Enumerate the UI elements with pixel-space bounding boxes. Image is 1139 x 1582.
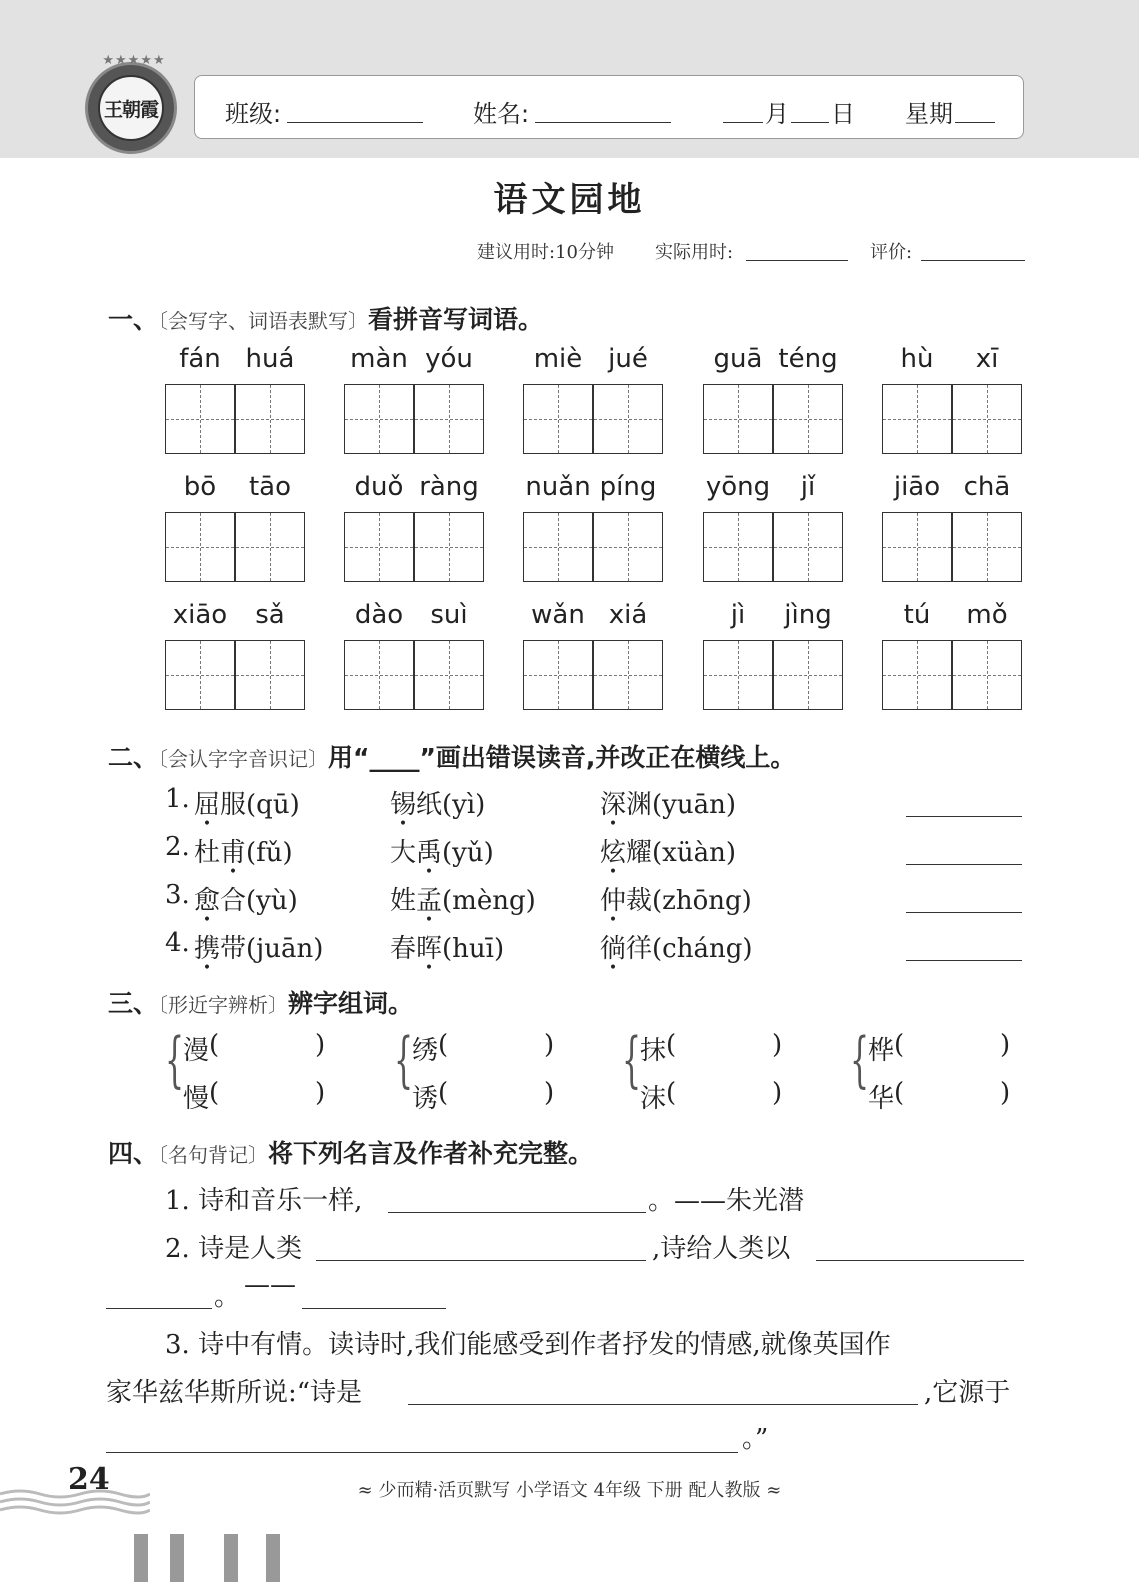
- hanzi-char: 仲: [600, 886, 627, 916]
- pinyin-syllable: ràng: [419, 472, 479, 502]
- brace: {: [394, 1025, 414, 1095]
- pinyin-syllable: chā: [963, 472, 1011, 502]
- pronunciation-item: [390, 784, 485, 821]
- quote3-line2-end: ,它源于: [924, 1378, 1011, 1408]
- char-item: 慢: [183, 1084, 210, 1114]
- day-label: 日: [831, 100, 855, 128]
- writing-box[interactable]: [523, 640, 593, 710]
- pinyin-syllable: jué: [608, 344, 648, 374]
- student-info-box: [194, 75, 1024, 139]
- close-paren: ): [315, 1030, 326, 1060]
- section3-heading: [108, 984, 413, 1020]
- quote3-blank2[interactable]: [106, 1452, 738, 1453]
- writing-box[interactable]: [773, 640, 843, 710]
- writing-box[interactable]: [235, 512, 305, 582]
- pronunciation-item: [390, 880, 536, 917]
- hanzi-char: 炫: [600, 838, 627, 868]
- quote2-blank2[interactable]: [816, 1260, 1024, 1261]
- hanzi-char: 姓: [390, 886, 417, 916]
- section4-tag: 〔名句背记〕: [158, 1143, 269, 1167]
- pinyin-syllable: màn: [350, 344, 408, 374]
- pinyin-syllable: jiāo: [893, 472, 941, 502]
- week-label: 星期: [905, 100, 953, 128]
- brace: {: [622, 1025, 642, 1095]
- writing-box[interactable]: [952, 512, 1022, 582]
- close-paren: ): [1000, 1078, 1011, 1108]
- pinyin-syllable: xiá: [608, 600, 648, 630]
- quote3-line1: 3. 诗中有情。读诗时,我们能感受到作者抒发的情感,就像英国作: [165, 1330, 891, 1360]
- char-item: 沫: [640, 1084, 667, 1114]
- hanzi-char: 带: [220, 934, 247, 964]
- open-paren: (: [438, 1030, 449, 1060]
- pinyin-syllable: huá: [245, 344, 295, 374]
- section3-num: 三、: [108, 989, 159, 1018]
- close-paren: ): [1000, 1030, 1011, 1060]
- actual-time-field[interactable]: [746, 260, 848, 261]
- writing-box[interactable]: [523, 384, 593, 454]
- section2-num: 二、: [108, 743, 159, 772]
- writing-box[interactable]: [165, 512, 235, 582]
- pinyin-reading: (yuān): [652, 790, 736, 820]
- week-field[interactable]: [955, 122, 995, 123]
- pinyin-reading: (juān): [246, 934, 324, 964]
- bar-mark: [266, 1534, 280, 1582]
- close-paren: ): [772, 1030, 783, 1060]
- hanzi-char: 徉: [626, 934, 653, 964]
- hanzi-char: 孟: [416, 886, 443, 916]
- item-number: 4.: [165, 928, 190, 958]
- month-field[interactable]: [723, 122, 763, 123]
- char-item: 华: [868, 1084, 895, 1114]
- pronunciation-item: [600, 928, 753, 965]
- writing-box[interactable]: [414, 384, 484, 454]
- pinyin-syllable: bō: [183, 472, 217, 502]
- pronunciation-item: [600, 784, 736, 821]
- quote2-period: 。: [214, 1282, 241, 1312]
- pinyin-reading: (huī): [442, 934, 505, 964]
- char-item: 漫: [183, 1036, 210, 1066]
- logo-seal: [85, 53, 177, 154]
- writing-box[interactable]: [703, 512, 773, 582]
- hanzi-char: 甫: [220, 838, 247, 868]
- hanzi-char: 携: [194, 934, 221, 964]
- writing-box[interactable]: [414, 640, 484, 710]
- name-field[interactable]: [535, 122, 671, 123]
- writing-box[interactable]: [344, 512, 414, 582]
- class-label: 班级:: [225, 100, 282, 128]
- pinyin-syllable: téng: [778, 344, 838, 374]
- pinyin-syllable: mǒ: [966, 600, 1008, 630]
- quote2-dash: ——: [244, 1270, 296, 1300]
- pinyin-syllable: hù: [900, 344, 934, 374]
- answer-blank[interactable]: [906, 816, 1022, 817]
- pinyin-syllable: jǐ: [800, 472, 816, 502]
- pronunciation-item: [194, 832, 293, 869]
- page-number: 24: [68, 1462, 110, 1497]
- writing-box[interactable]: [593, 640, 663, 710]
- writing-box[interactable]: [523, 512, 593, 582]
- item-number: 1.: [165, 784, 190, 814]
- pronunciation-item: [390, 832, 494, 869]
- quote1-end: 。——朱光潜: [648, 1186, 805, 1216]
- quote2-blank2-cont[interactable]: [106, 1308, 212, 1309]
- hanzi-char: 合: [220, 886, 247, 916]
- pronunciation-item: [194, 880, 298, 917]
- close-paren: ): [315, 1078, 326, 1108]
- open-paren: (: [894, 1078, 905, 1108]
- writing-box[interactable]: [593, 384, 663, 454]
- hanzi-char: 杜: [194, 838, 221, 868]
- writing-box[interactable]: [882, 512, 952, 582]
- quote3-blank1[interactable]: [408, 1404, 918, 1405]
- answer-blank[interactable]: [906, 864, 1022, 865]
- quote1-start: 1. 诗和音乐一样,: [165, 1186, 363, 1216]
- section2-tag: 〔会认字字音识记〕: [158, 747, 329, 771]
- quote1-blank[interactable]: [388, 1212, 646, 1213]
- pinyin-syllable: fán: [179, 344, 221, 374]
- pinyin-syllable: xī: [975, 344, 999, 374]
- hanzi-char: 服: [220, 790, 247, 820]
- pinyin-syllable: tú: [903, 600, 931, 630]
- char-item: 绣: [412, 1036, 439, 1066]
- actual-time-label: 实际用时:: [655, 242, 734, 263]
- pinyin-syllable: dào: [354, 600, 404, 630]
- quote2-blank1[interactable]: [316, 1260, 646, 1261]
- pinyin-syllable: miè: [533, 344, 583, 374]
- pinyin-syllable: yóu: [425, 344, 473, 374]
- writing-box[interactable]: [952, 640, 1022, 710]
- pinyin-syllable: xiāo: [172, 600, 228, 630]
- logo-stars: ★★★★★: [102, 53, 166, 68]
- hanzi-char: 禹: [416, 838, 443, 868]
- hanzi-char: 深: [600, 790, 627, 820]
- writing-box[interactable]: [882, 384, 952, 454]
- pinyin-reading: (mèng): [442, 886, 536, 916]
- bar-mark: [224, 1534, 238, 1582]
- section1-heading: [108, 300, 543, 336]
- close-paren: ): [544, 1030, 555, 1060]
- section4-instruction: 将下列名言及作者补充完整。: [268, 1139, 594, 1168]
- hanzi-char: 晖: [416, 934, 443, 964]
- month-label: 月: [765, 100, 789, 128]
- logo-text: 王朝霞: [98, 75, 164, 141]
- pinyin-reading: (zhōng): [652, 886, 752, 916]
- pinyin-syllable: duǒ: [354, 472, 404, 502]
- char-item: 桦: [868, 1036, 895, 1066]
- pronunciation-item: [194, 784, 300, 821]
- quote3-line3: 。”: [742, 1424, 769, 1454]
- pinyin-reading: (yǔ): [442, 838, 494, 868]
- pinyin-syllable: jìng: [784, 600, 832, 630]
- quote2-mid: ,诗给人类以: [652, 1234, 791, 1264]
- hanzi-char: 徜: [600, 934, 627, 964]
- day-field[interactable]: [791, 122, 829, 123]
- pinyin-reading: (yì): [442, 790, 486, 820]
- pinyin-reading: (xüàn): [652, 838, 736, 868]
- rating-label: 评价:: [870, 242, 913, 263]
- pronunciation-item: [600, 880, 752, 917]
- pinyin-reading: (cháng): [652, 934, 753, 964]
- name-label: 姓名:: [473, 100, 530, 128]
- hanzi-char: 愈: [194, 886, 221, 916]
- pinyin-syllable: suì: [430, 600, 468, 630]
- pinyin-syllable: guā: [713, 344, 763, 374]
- item-number: 2.: [165, 832, 190, 862]
- suggested-time: 建议用时:10分钟: [477, 242, 614, 263]
- section3-tag: 〔形近字辨析〕: [158, 993, 289, 1017]
- hanzi-char: 大: [390, 838, 417, 868]
- writing-box[interactable]: [703, 384, 773, 454]
- pronunciation-item: [194, 928, 323, 965]
- pinyin-syllable: píng: [599, 472, 657, 502]
- item-number: 3.: [165, 880, 190, 910]
- footer-text: ≈ 少而精·活页默写 小学语文 4年级 下册 配人教版 ≈: [357, 1480, 782, 1501]
- hanzi-char: 耀: [626, 838, 653, 868]
- quote3-line2-start: 家华兹华斯所说:“诗是: [106, 1378, 363, 1408]
- writing-box[interactable]: [703, 640, 773, 710]
- page-title: 语文园地: [493, 180, 646, 220]
- hanzi-char: 屈: [194, 790, 221, 820]
- section2-heading: [108, 738, 795, 774]
- class-field[interactable]: [287, 122, 423, 123]
- answer-blank[interactable]: [906, 960, 1022, 961]
- answer-blank[interactable]: [906, 912, 1022, 913]
- open-paren: (: [666, 1078, 677, 1108]
- writing-box[interactable]: [344, 640, 414, 710]
- writing-box[interactable]: [952, 384, 1022, 454]
- pronunciation-item: [390, 928, 504, 965]
- brace: {: [850, 1025, 870, 1095]
- pinyin-reading: (fǔ): [246, 838, 293, 868]
- open-paren: (: [209, 1078, 220, 1108]
- writing-box[interactable]: [344, 384, 414, 454]
- writing-box[interactable]: [593, 512, 663, 582]
- section1-instruction: 看拼音写词语。: [368, 305, 544, 334]
- bar-mark: [134, 1534, 148, 1582]
- char-item: 诱: [412, 1084, 439, 1114]
- writing-box[interactable]: [773, 512, 843, 582]
- open-paren: (: [894, 1030, 905, 1060]
- open-paren: (: [666, 1030, 677, 1060]
- bar-mark: [170, 1534, 184, 1582]
- rating-field[interactable]: [921, 260, 1025, 261]
- section3-instruction: 辨字组词。: [288, 989, 414, 1018]
- pinyin-syllable: tāo: [248, 472, 292, 502]
- brace: {: [165, 1025, 185, 1095]
- pinyin-syllable: sǎ: [255, 600, 285, 630]
- close-paren: ): [544, 1078, 555, 1108]
- writing-box[interactable]: [165, 384, 235, 454]
- open-paren: (: [209, 1030, 220, 1060]
- section4-heading: [108, 1134, 593, 1170]
- quote2-author-blank[interactable]: [302, 1308, 446, 1309]
- section4-num: 四、: [108, 1139, 159, 1168]
- open-paren: (: [438, 1078, 449, 1108]
- pinyin-syllable: jì: [730, 600, 746, 630]
- section1-tag: 〔会写字、词语表默写〕: [158, 309, 369, 333]
- pinyin-syllable: wǎn: [531, 600, 585, 630]
- writing-box[interactable]: [235, 640, 305, 710]
- hanzi-char: 锡: [390, 790, 417, 820]
- hanzi-char: 裁: [626, 886, 653, 916]
- writing-box[interactable]: [165, 640, 235, 710]
- section1-num: 一、: [108, 305, 159, 334]
- pinyin-syllable: yōng: [705, 472, 771, 502]
- pronunciation-item: [600, 832, 736, 869]
- pinyin-syllable: nuǎn: [525, 472, 591, 502]
- hanzi-char: 春: [390, 934, 417, 964]
- quote2-start: 2. 诗是人类: [165, 1234, 303, 1264]
- writing-box[interactable]: [882, 640, 952, 710]
- writing-box[interactable]: [773, 384, 843, 454]
- writing-box[interactable]: [235, 384, 305, 454]
- close-paren: ): [772, 1078, 783, 1108]
- hanzi-char: 渊: [626, 790, 653, 820]
- writing-box[interactable]: [414, 512, 484, 582]
- hanzi-char: 纸: [416, 790, 443, 820]
- section2-instruction: 用“____”画出错误读音,并改正在横线上。: [328, 743, 796, 772]
- pinyin-reading: (qū): [246, 790, 300, 820]
- pinyin-reading: (yù): [246, 886, 298, 916]
- char-item: 抹: [640, 1036, 667, 1066]
